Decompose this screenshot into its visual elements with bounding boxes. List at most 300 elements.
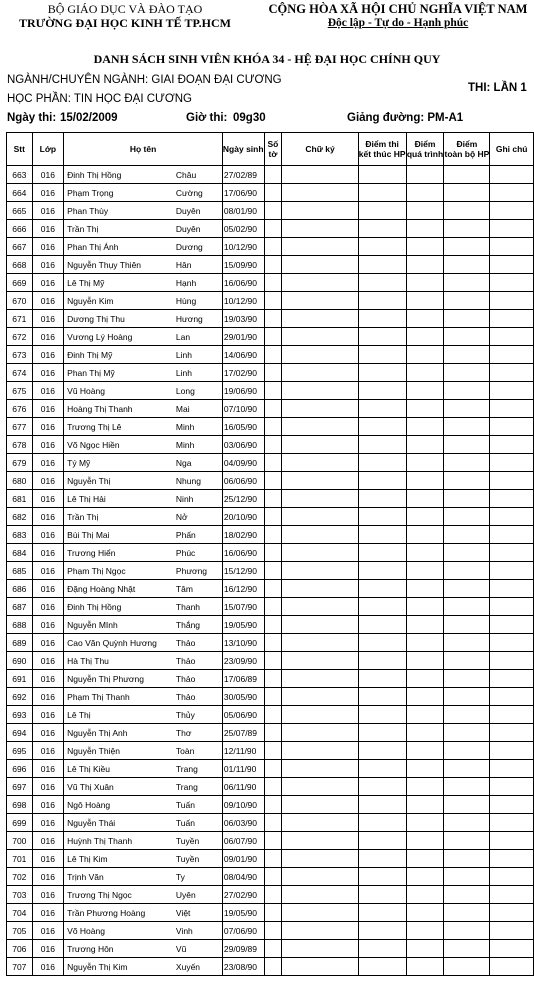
row-ghi-chu: [490, 490, 534, 508]
row-ho-ten: [64, 274, 223, 292]
row-ngay-sinh: 04/09/90: [222, 454, 264, 472]
row-ghi-chu: [490, 166, 534, 184]
row-stt: 671: [7, 310, 33, 328]
row-ho-ten: [64, 580, 223, 598]
row-stt: 689: [7, 634, 33, 652]
row-diem-qua-trinh: [406, 868, 444, 886]
row-ghi-chu: [490, 778, 534, 796]
row-ghi-chu: [490, 526, 534, 544]
header-diem-thi: Điểm thi kết thúc HP: [358, 133, 406, 166]
row-diem-qua-trinh: [406, 508, 444, 526]
row-diem-toan-bo: [444, 274, 490, 292]
row-so-to: [264, 886, 282, 904]
row-diem-qua-trinh: [406, 652, 444, 670]
row-diem-thi: [358, 526, 406, 544]
row-diem-toan-bo: [444, 220, 490, 238]
row-lop: 016: [32, 958, 64, 976]
row-ten: Thanh: [175, 601, 201, 612]
row-chu-ky: [282, 850, 358, 868]
row-diem-thi: [358, 778, 406, 796]
row-diem-qua-trinh: [406, 292, 444, 310]
row-diem-thi: [358, 382, 406, 400]
row-chu-ky: [282, 400, 358, 418]
row-lop: 016: [32, 526, 64, 544]
row-diem-toan-bo: [444, 184, 490, 202]
row-diem-qua-trinh: [406, 184, 444, 202]
row-so-to: [264, 580, 282, 598]
row-ho: Phan Thị Mỹ: [67, 367, 115, 378]
row-ghi-chu: [490, 418, 534, 436]
row-ho-ten: [64, 328, 223, 346]
row-lop: 016: [32, 742, 64, 760]
exam-date-value: 15/02/2009: [60, 112, 118, 124]
row-diem-qua-trinh: [406, 940, 444, 958]
table-row: [7, 562, 534, 580]
row-diem-thi: [358, 670, 406, 688]
table-row: [7, 778, 534, 796]
row-chu-ky: [282, 940, 358, 958]
row-stt: 699: [7, 814, 33, 832]
row-ngay-sinh: 19/03/90: [222, 310, 264, 328]
row-ten: Phương: [175, 565, 208, 576]
row-ghi-chu: [490, 760, 534, 778]
row-lop: 016: [32, 886, 64, 904]
row-lop: 016: [32, 544, 64, 562]
row-ghi-chu: [490, 184, 534, 202]
row-chu-ky: [282, 454, 358, 472]
row-lop: 016: [32, 400, 64, 418]
row-chu-ky: [282, 868, 358, 886]
row-diem-toan-bo: [444, 418, 490, 436]
row-so-to: [264, 922, 282, 940]
row-ngay-sinh: 08/01/90: [222, 202, 264, 220]
row-ngay-sinh: 10/12/90: [222, 292, 264, 310]
row-chu-ky: [282, 310, 358, 328]
row-diem-toan-bo: [444, 292, 490, 310]
row-chu-ky: [282, 562, 358, 580]
row-diem-toan-bo: [444, 814, 490, 832]
row-chu-ky: [282, 526, 358, 544]
row-diem-toan-bo: [444, 544, 490, 562]
row-so-to: [264, 796, 282, 814]
row-ho-ten: [64, 544, 223, 562]
row-so-to: [264, 850, 282, 868]
row-diem-thi: [358, 760, 406, 778]
row-lop: 016: [32, 310, 64, 328]
row-lop: 016: [32, 832, 64, 850]
row-diem-toan-bo: [444, 454, 490, 472]
row-diem-qua-trinh: [406, 274, 444, 292]
row-stt: 682: [7, 508, 33, 526]
row-so-to: [264, 562, 282, 580]
row-diem-thi: [358, 832, 406, 850]
row-ho: Lê Thị Kim: [67, 853, 108, 864]
row-chu-ky: [282, 814, 358, 832]
row-ho: Nguyễn Kim: [67, 295, 114, 306]
row-diem-thi: [358, 724, 406, 742]
row-ho: Bùi Thị Mai: [67, 529, 110, 540]
row-so-to: [264, 472, 282, 490]
row-ngay-sinh: 16/12/90: [222, 580, 264, 598]
row-ho: Nguyễn MInh: [67, 619, 118, 630]
row-ngay-sinh: 17/06/90: [222, 184, 264, 202]
row-stt: 698: [7, 796, 33, 814]
row-diem-qua-trinh: [406, 436, 444, 454]
row-ho-ten: [64, 886, 223, 904]
row-diem-qua-trinh: [406, 796, 444, 814]
row-stt: 695: [7, 742, 33, 760]
row-ghi-chu: [490, 886, 534, 904]
row-ngay-sinh: 15/07/90: [222, 598, 264, 616]
row-lop: 016: [32, 940, 64, 958]
row-ho-ten: [64, 472, 223, 490]
row-ho-ten: [64, 688, 223, 706]
header-stt: Stt: [7, 133, 33, 166]
table-row: [7, 760, 534, 778]
row-ho: Phạm Thị Ngọc: [67, 565, 126, 576]
row-ho: Đặng Hoàng Nhật: [67, 583, 136, 594]
row-diem-toan-bo: [444, 598, 490, 616]
row-diem-qua-trinh: [406, 526, 444, 544]
row-so-to: [264, 238, 282, 256]
row-ghi-chu: [490, 940, 534, 958]
row-stt: 670: [7, 292, 33, 310]
header-diem-toan-bo: Điểm toàn bộ HP: [444, 133, 490, 166]
row-chu-ky: [282, 490, 358, 508]
row-diem-toan-bo: [444, 490, 490, 508]
national-header: [262, 2, 534, 30]
row-ho-ten: [64, 940, 223, 958]
row-stt: 704: [7, 904, 33, 922]
row-diem-qua-trinh: [406, 238, 444, 256]
row-so-to: [264, 220, 282, 238]
row-ten: Long: [175, 385, 195, 396]
row-ngay-sinh: 29/01/90: [222, 328, 264, 346]
row-diem-thi: [358, 256, 406, 274]
table-header-row: [7, 133, 534, 166]
row-lop: 016: [32, 778, 64, 796]
row-so-to: [264, 688, 282, 706]
row-lop: 016: [32, 490, 64, 508]
row-diem-thi: [358, 886, 406, 904]
exam-time-value: 09g30: [233, 112, 266, 124]
row-stt: 687: [7, 598, 33, 616]
row-ho: Tý Mỹ: [67, 457, 91, 468]
header-lop: Lớp: [32, 133, 64, 166]
row-ho-ten: [64, 922, 223, 940]
table-row: [7, 742, 534, 760]
table-row: [7, 832, 534, 850]
row-diem-thi: [358, 706, 406, 724]
table-row: [7, 598, 534, 616]
row-ho: Ngô Hoàng: [67, 799, 111, 810]
table-row: [7, 418, 534, 436]
row-chu-ky: [282, 670, 358, 688]
row-ngay-sinh: 16/05/90: [222, 418, 264, 436]
row-so-to: [264, 508, 282, 526]
row-ho-ten: [64, 454, 223, 472]
row-diem-toan-bo: [444, 652, 490, 670]
table-row: [7, 184, 534, 202]
row-ngay-sinh: 27/02/90: [222, 886, 264, 904]
row-ho-ten: [64, 868, 223, 886]
row-diem-thi: [358, 616, 406, 634]
row-ngay-sinh: 05/06/90: [222, 706, 264, 724]
row-so-to: [264, 346, 282, 364]
row-so-to: [264, 184, 282, 202]
row-ngay-sinh: 15/09/90: [222, 256, 264, 274]
row-so-to: [264, 760, 282, 778]
row-so-to: [264, 940, 282, 958]
row-ho: Trương Hôn: [67, 943, 114, 954]
row-diem-toan-bo: [444, 742, 490, 760]
row-diem-thi: [358, 328, 406, 346]
row-ho: Đinh Thị Mỹ: [67, 349, 113, 360]
row-so-to: [264, 292, 282, 310]
row-ho: Trương Thị Lê: [67, 421, 122, 432]
row-diem-qua-trinh: [406, 814, 444, 832]
row-stt: 676: [7, 400, 33, 418]
row-ho: Hoàng Thị Thanh: [67, 403, 133, 414]
row-ngay-sinh: 06/11/90: [222, 778, 264, 796]
row-stt: 678: [7, 436, 33, 454]
row-ngay-sinh: 12/11/90: [222, 742, 264, 760]
row-diem-thi: [358, 346, 406, 364]
row-ho: Lê Thị Mỹ: [67, 277, 105, 288]
row-ho-ten: [64, 490, 223, 508]
row-diem-thi: [358, 904, 406, 922]
row-lop: 016: [32, 292, 64, 310]
row-ho: Nguyễn Thị Anh: [67, 727, 128, 738]
row-ho-ten: [64, 382, 223, 400]
row-lop: 016: [32, 598, 64, 616]
row-ngay-sinh: 19/05/90: [222, 616, 264, 634]
row-stt: 691: [7, 670, 33, 688]
course-line: HỌC PHẦN: TIN HỌC ĐẠI CƯƠNG: [7, 93, 192, 105]
row-ngay-sinh: 17/02/90: [222, 364, 264, 382]
exam-room: Giảng đường: PM-A1: [347, 112, 464, 124]
row-stt: 674: [7, 364, 33, 382]
row-ghi-chu: [490, 832, 534, 850]
header-diem-qua-trinh: Điểm quá trình: [406, 133, 444, 166]
row-ho-ten: [64, 796, 223, 814]
row-lop: 016: [32, 850, 64, 868]
row-stt: 663: [7, 166, 33, 184]
row-ngay-sinh: 08/04/90: [222, 868, 264, 886]
row-ho: Trần Thị: [67, 223, 99, 234]
row-diem-qua-trinh: [406, 742, 444, 760]
row-so-to: [264, 598, 282, 616]
row-diem-toan-bo: [444, 526, 490, 544]
row-stt: 696: [7, 760, 33, 778]
table-row: [7, 634, 534, 652]
table-row: [7, 850, 534, 868]
row-stt: 694: [7, 724, 33, 742]
row-ngay-sinh: 19/06/90: [222, 382, 264, 400]
row-ghi-chu: [490, 238, 534, 256]
row-ho-ten: [64, 760, 223, 778]
row-ngay-sinh: 19/05/90: [222, 904, 264, 922]
row-ho-ten: [64, 292, 223, 310]
row-ngay-sinh: 10/12/90: [222, 238, 264, 256]
row-chu-ky: [282, 958, 358, 976]
row-ho-ten: [64, 508, 223, 526]
row-so-to: [264, 454, 282, 472]
row-diem-qua-trinh: [406, 166, 444, 184]
row-lop: 016: [32, 724, 64, 742]
row-lop: 016: [32, 670, 64, 688]
row-ten: Minh: [175, 421, 195, 432]
row-so-to: [264, 616, 282, 634]
row-diem-qua-trinh: [406, 706, 444, 724]
row-so-to: [264, 274, 282, 292]
row-ten: Toàn: [175, 745, 195, 756]
row-diem-qua-trinh: [406, 688, 444, 706]
row-diem-toan-bo: [444, 958, 490, 976]
row-ngay-sinh: 23/09/90: [222, 652, 264, 670]
row-so-to: [264, 742, 282, 760]
row-ho: Trương Thị Ngọc: [67, 889, 132, 900]
row-stt: 707: [7, 958, 33, 976]
row-chu-ky: [282, 760, 358, 778]
row-chu-ky: [282, 220, 358, 238]
row-diem-qua-trinh: [406, 400, 444, 418]
row-stt: 677: [7, 418, 33, 436]
row-ho: Trịnh Văn: [67, 871, 104, 882]
row-diem-thi: [358, 958, 406, 976]
row-ho-ten: [64, 184, 223, 202]
row-stt: 703: [7, 886, 33, 904]
row-stt: 692: [7, 688, 33, 706]
row-diem-thi: [358, 508, 406, 526]
row-ghi-chu: [490, 922, 534, 940]
row-ngay-sinh: 27/02/89: [222, 166, 264, 184]
row-ghi-chu: [490, 616, 534, 634]
row-ho-ten: [64, 400, 223, 418]
row-ngay-sinh: 23/08/90: [222, 958, 264, 976]
row-ho: Lê Thị Hải: [67, 493, 106, 504]
row-diem-qua-trinh: [406, 832, 444, 850]
row-lop: 016: [32, 634, 64, 652]
row-diem-thi: [358, 580, 406, 598]
row-so-to: [264, 328, 282, 346]
table-row: [7, 652, 534, 670]
row-diem-toan-bo: [444, 922, 490, 940]
row-ten: Xuyến: [175, 961, 201, 972]
row-ghi-chu: [490, 598, 534, 616]
row-ho: Vương Lý Hoàng: [67, 331, 133, 342]
header-so-to: Số tờ: [264, 133, 282, 166]
row-ho: Đinh Thị Hồng: [67, 601, 122, 612]
row-diem-thi: [358, 922, 406, 940]
table-row: [7, 616, 534, 634]
row-lop: 016: [32, 472, 64, 490]
row-ten: Lan: [175, 331, 191, 342]
row-diem-toan-bo: [444, 238, 490, 256]
row-ngay-sinh: 07/10/90: [222, 400, 264, 418]
row-stt: 690: [7, 652, 33, 670]
row-diem-toan-bo: [444, 310, 490, 328]
row-ten: Vinh: [175, 925, 193, 936]
row-diem-thi: [358, 274, 406, 292]
row-lop: 016: [32, 184, 64, 202]
table-row: [7, 328, 534, 346]
row-ngay-sinh: 30/05/90: [222, 688, 264, 706]
row-lop: 016: [32, 922, 64, 940]
row-stt: 683: [7, 526, 33, 544]
university-name: TRƯỜNG ĐẠI HỌC KINH TẾ TP.HCM: [18, 16, 232, 30]
row-chu-ky: [282, 256, 358, 274]
row-ten: Thơ: [175, 727, 192, 738]
table-row: [7, 238, 534, 256]
row-diem-qua-trinh: [406, 886, 444, 904]
row-diem-thi: [358, 400, 406, 418]
row-diem-toan-bo: [444, 562, 490, 580]
table-row: [7, 292, 534, 310]
row-so-to: [264, 832, 282, 850]
table-row: [7, 922, 534, 940]
ministry-header: [0, 2, 250, 30]
row-ho: Phạm Trọng: [67, 187, 114, 198]
row-chu-ky: [282, 202, 358, 220]
row-so-to: [264, 904, 282, 922]
row-diem-toan-bo: [444, 400, 490, 418]
row-chu-ky: [282, 688, 358, 706]
row-chu-ky: [282, 184, 358, 202]
row-chu-ky: [282, 922, 358, 940]
table-row: [7, 346, 534, 364]
row-ngay-sinh: 18/02/90: [222, 526, 264, 544]
row-ten: Linh: [175, 349, 192, 360]
row-diem-thi: [358, 688, 406, 706]
row-so-to: [264, 814, 282, 832]
row-stt: 688: [7, 616, 33, 634]
row-stt: 665: [7, 202, 33, 220]
table-row: [7, 220, 534, 238]
table-row: [7, 796, 534, 814]
row-diem-toan-bo: [444, 760, 490, 778]
row-ho: Nguyễn Thị: [67, 475, 111, 486]
row-diem-qua-trinh: [406, 490, 444, 508]
row-chu-ky: [282, 544, 358, 562]
row-so-to: [264, 634, 282, 652]
row-diem-qua-trinh: [406, 634, 444, 652]
row-diem-toan-bo: [444, 886, 490, 904]
row-so-to: [264, 436, 282, 454]
row-so-to: [264, 724, 282, 742]
row-lop: 016: [32, 202, 64, 220]
row-lop: 016: [32, 814, 64, 832]
row-so-to: [264, 670, 282, 688]
row-lop: 016: [32, 868, 64, 886]
row-ho-ten: [64, 220, 223, 238]
row-stt: 700: [7, 832, 33, 850]
row-diem-qua-trinh: [406, 364, 444, 382]
row-so-to: [264, 310, 282, 328]
row-lop: 016: [32, 616, 64, 634]
row-ho: Vũ Thị Xuân: [67, 781, 114, 792]
row-stt: 679: [7, 454, 33, 472]
row-ho: Phan Thị Ánh: [67, 241, 119, 252]
row-ghi-chu: [490, 364, 534, 382]
row-stt: 685: [7, 562, 33, 580]
row-lop: 016: [32, 328, 64, 346]
row-stt: 681: [7, 490, 33, 508]
row-ghi-chu: [490, 580, 534, 598]
table-row: [7, 544, 534, 562]
row-ngay-sinh: 05/02/90: [222, 220, 264, 238]
table-row: [7, 472, 534, 490]
